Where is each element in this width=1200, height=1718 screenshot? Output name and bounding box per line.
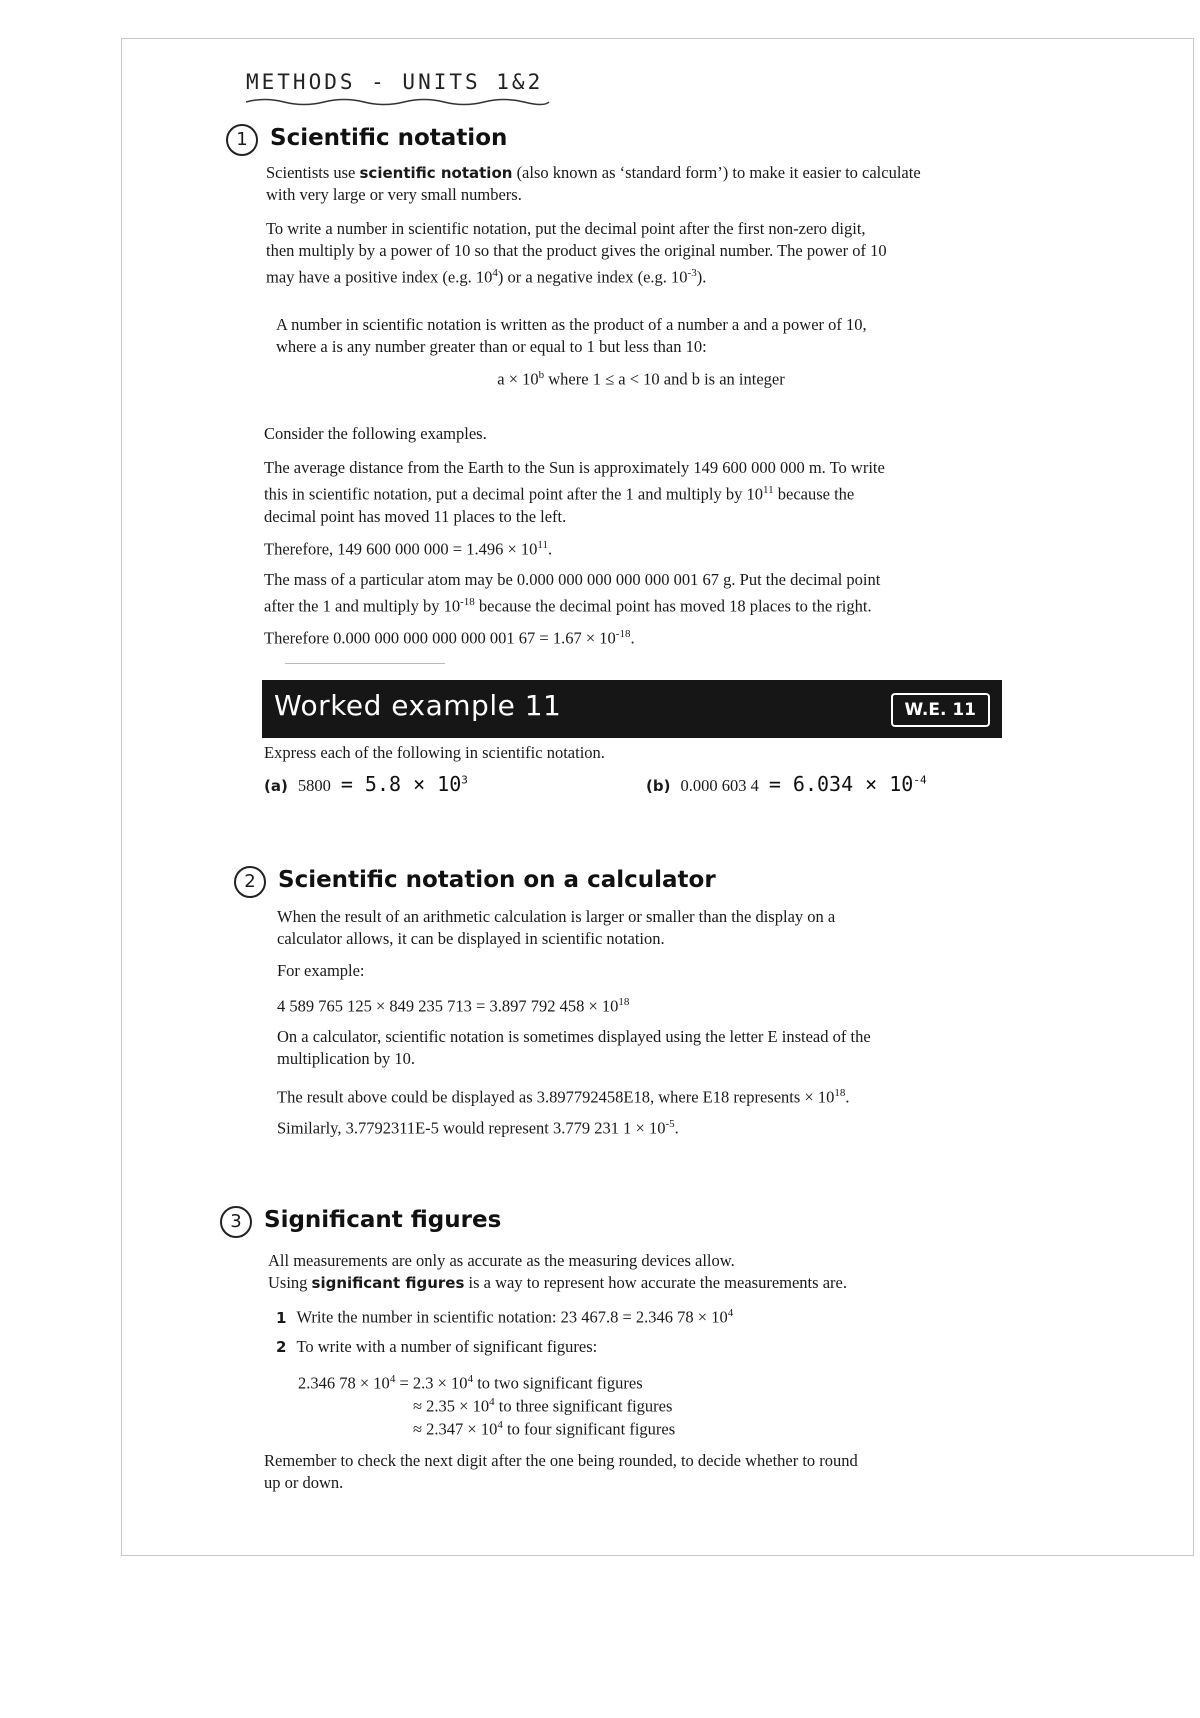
- section2-paragraph2: On a calculator, scientific notation is sometimes displayed using the letter E instead of the multiplication by 10.: [277, 1027, 871, 1068]
- section1-heading: [226, 124, 507, 156]
- section1-intro: Scientists use scientific notation (also known as ‘standard form’) to make it easier to calculate with very large or very small numbers.: [266, 163, 921, 204]
- section2-paragraph1: When the result of an arithmetic calculation is larger or smaller than the display on a calculator allows, it can be displayed in scientific notation.: [277, 907, 836, 948]
- remember-note: Remember to check the next digit after the one being rounded, to decide whether to round up or down.: [264, 1451, 858, 1492]
- definition-box: A number in scientific notation is written as the product of a number a and a power of 10, where a is any number greater than or equal to 1 but less than 10: $a \times 10^b$ where 1 ≤ a < 10 and b is an integer: [276, 314, 1006, 391]
- definition-formula: $a \times 10^b$ where 1 ≤ a < 10 and b is an integer: [497, 369, 785, 389]
- section3-title: Significant figures: [264, 1207, 502, 1233]
- section1-title: Scientific notation: [270, 125, 508, 151]
- worked-example-bar: [262, 680, 1002, 738]
- step-1: 1 Write the number in scientific notation: 23 467.8 = 2.346 $78 \times 10^4$: [276, 1307, 734, 1327]
- section2-number: 2: [234, 866, 266, 898]
- section2-title: Scientific notation on a calculator: [278, 867, 716, 893]
- example2: The mass of a particular atom may be 0.000 000 000 000 000 001 67 g. Put the decimal point after the 1 and multiply by $10^{-18}$ because the decimal point has moved 18 places to the right.: [264, 570, 881, 616]
- section2-paragraph3: The result above could be displayed as 3.897792458E18, where E18 represents × $10^{18}$.: [277, 1087, 850, 1107]
- faint-divider: [285, 663, 445, 664]
- section1-paragraph2: To write a number in scientific notation, put the decimal point after the first non-zero digit, then multiply by a power of 10 so that the product gives the original number. The power of 10 may have a positive index (e.g. $10^4$) or a negative index (e.g. $10^{-3}$).: [266, 219, 887, 287]
- rounding-row-3: ≈ $2.347 \times 10^4$ to four significant figures: [413, 1419, 676, 1439]
- handwritten-answer-b: = $6.034 \times 10^{-4}$: [768, 772, 927, 796]
- section3-number: 3: [220, 1206, 252, 1238]
- handwritten-answer-a: = $5.8 \times 10^3$: [340, 772, 468, 796]
- step-2: 2 To write with a number of significant figures:: [276, 1337, 598, 1356]
- section1-number: 1: [226, 124, 258, 156]
- for-example-label: For example:: [277, 961, 365, 980]
- worked-example-part-a: (a) $5800 = 5.8 \times 10^3$: [264, 772, 468, 796]
- worked-example-badge: W.E. 11: [891, 693, 990, 727]
- section2-heading: [234, 866, 716, 898]
- example1: The average distance from the Earth to the Sun is approximately 149 600 000 000 m. To write this in scientific notation, put a decimal point after the 1 and multiply by $10^{11}$ because the decimal point has moved 11 places to the left.: [264, 458, 885, 526]
- example2-result: Therefore 0.000 000 000 000 000 001 $67 = 1.67 \times 10^{-18}$.: [264, 628, 635, 648]
- header-underline: [244, 97, 554, 107]
- section2-paragraph4: Similarly, 3.7792311E-5 would represent 3.779 231 $1 \times 10^{-5}$.: [277, 1118, 679, 1138]
- worked-example-part-b: (b) 0.000 603 $4 = 6.034 \times 10^{-4}$: [646, 772, 927, 796]
- section3-intro: All measurements are only as accurate as the measuring devices allow. Using significant figures is a way to represent how accurate the measurements are.: [268, 1251, 847, 1292]
- calculation-example: 4 589 765 125 × 849 235 713 = 3.897 792 $458 \times 10^{18}$: [277, 996, 630, 1016]
- worked-example-prompt: Express each of the following in scientific notation.: [264, 743, 605, 762]
- section3-heading: [220, 1206, 501, 1238]
- example1-result: Therefore, 149 600 000 $000 = 1.496 \times 10^{11}$.: [264, 539, 553, 559]
- worked-example-title: Worked example 11: [274, 689, 562, 722]
- rounding-row-1: 2.346 $78 \times 10^4 = 2.3 \times 10^4$ to two significant figures: [298, 1373, 643, 1393]
- consider-text: Consider the following examples.: [264, 424, 487, 443]
- rounding-row-2: ≈ $2.35 \times 10^4$ to three significant figures: [413, 1396, 673, 1416]
- handwritten-header: METHODS - UNITS 1&2: [246, 70, 544, 94]
